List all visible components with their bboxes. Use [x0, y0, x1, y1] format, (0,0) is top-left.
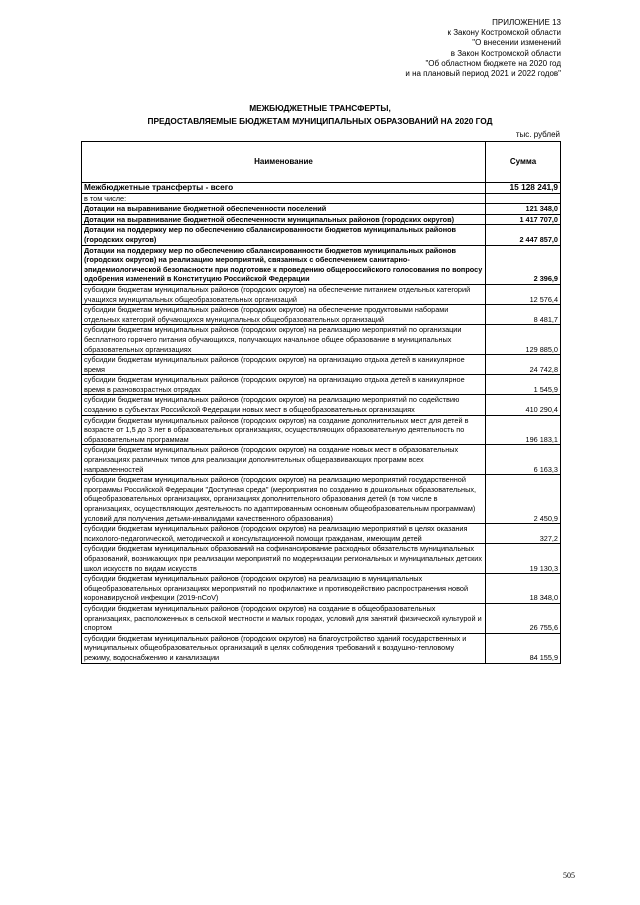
row-sum: 1 545,9	[486, 375, 561, 395]
table-row	[82, 225, 561, 245]
row-name: субсидии бюджетам муниципальных районов (городских округов) на реализацию мероприятий по организации бесплатного горячего питания обучающихся, получающих начальное общее образование в муниципальных образовательных организациях	[82, 325, 486, 355]
appendix-line: в Закон Костромской области	[450, 48, 561, 58]
appendix-line: и на плановый период 2021 и 2022 годов"	[405, 69, 561, 79]
table-row	[82, 475, 561, 524]
table-row	[82, 284, 561, 304]
transfers-table	[81, 141, 561, 664]
row-sum: 18 348,0	[486, 574, 561, 604]
row-name: Дотации на поддержку мер по обеспечению сбалансированности бюджетов муниципальных районов (городских округов)	[82, 225, 486, 245]
row-name: субсидии бюджетам муниципальных районов (городских округов) на реализацию мероприятий государственной программы Российской Федерации "Доступная среда" (мероприятия по созданию в дошкольных образовательных, общеобразовательных организациях, организациях дополнительного образования детей (в том числе в организациях, осуществляющих деятельность по адаптированным основным общеобразовательным программам) условий для получения детьми-инвалидами качественного образования)	[82, 475, 486, 524]
document-title	[0, 102, 640, 127]
appendix-header	[341, 18, 561, 79]
row-name: субсидии бюджетам муниципальных районов (городских округов) на создание дополнительных мест для детей в возрасте от 1,5 до 3 лет в образовательных организациях, осуществляющих образовательную деятельность по образовательным программам	[82, 415, 486, 445]
appendix-line: ПРИЛОЖЕНИЕ 13	[492, 18, 561, 27]
table-row	[82, 603, 561, 633]
row-sum: 26 755,6	[486, 603, 561, 633]
table-row	[82, 415, 561, 445]
row-sum: 2 450,9	[486, 475, 561, 524]
table-row	[82, 524, 561, 544]
table-row	[82, 445, 561, 475]
including-sum-empty	[486, 193, 561, 204]
appendix-line: "Об областном бюджете на 2020 год	[425, 58, 561, 68]
row-sum: 6 163,3	[486, 445, 561, 475]
row-sum: 410 290,4	[486, 395, 561, 415]
row-name: субсидии бюджетам муниципальных районов (городских округов) на организацию отдыха детей в каникулярное время в разновозрастных отрядах	[82, 375, 486, 395]
including-label: в том числе:	[82, 193, 486, 204]
row-sum: 129 885,0	[486, 325, 561, 355]
table-row	[82, 574, 561, 604]
row-name: субсидии бюджетам муниципальных районов (городских округов) на реализацию мероприятий в целях оказания психолого-педагогической, методической и консультационной помощи гражданам, имеющим детей	[82, 524, 486, 544]
row-name: субсидии бюджетам муниципальных районов (городских округов) на создание в общеобразовательных организациях, расположенных в сельской местности и малых городах, условий для занятий физической культурой и спортом	[82, 603, 486, 633]
row-name: субсидии бюджетам муниципальных образований на софинансирование расходных обязательств муниципальных образований, возникающих при реализации мероприятий по модернизации региональных и муниципальных детских школ искусств по видам искусств	[82, 544, 486, 574]
table-row	[82, 375, 561, 395]
row-sum: 2 396,9	[486, 245, 561, 284]
row-sum: 1 417 707,0	[486, 214, 561, 225]
table-row	[82, 325, 561, 355]
row-name: субсидии бюджетам муниципальных районов (городских округов) на обеспечение продуктовыми наборами отдельных категорий обучающихся муниципальных общеобразовательных организаций	[82, 305, 486, 325]
title-line-1: МЕЖБЮДЖЕТНЫЕ ТРАНСФЕРТЫ,	[249, 103, 391, 113]
row-sum: 12 576,4	[486, 284, 561, 304]
row-name: субсидии бюджетам муниципальных районов (городских округов) на организацию отдыха детей в каникулярное время	[82, 355, 486, 375]
table-row	[82, 395, 561, 415]
row-sum: 121 348,0	[486, 204, 561, 215]
appendix-line: "О внесении изменений	[472, 38, 561, 48]
row-sum: 84 155,9	[486, 633, 561, 663]
row-name: субсидии бюджетам муниципальных районов (городских округов) на благоустройство зданий государственных и муниципальных общеобразовательных организаций в целях соблюдения требований к воздушно-тепловому режиму, водоснабжению и канализации	[82, 633, 486, 663]
row-name: субсидии бюджетам муниципальных районов (городских округов) на создание новых мест в образовательных организациях различных типов для реализации дополнительных общеразвивающих программ всех направленностей	[82, 445, 486, 475]
row-name: Дотации на поддержку мер по обеспечению сбалансированности бюджетов муниципальных районов (городских округов) на реализацию мероприятий, связанных с обеспечением санитарно-эпидемиологической безопасности при подготовке к проведению общероссийского голосования по вопросу одобрения изменений в Конституцию Российской Федерации	[82, 245, 486, 284]
row-sum: 196 183,1	[486, 415, 561, 445]
row-sum: 24 742,8	[486, 355, 561, 375]
table-row	[82, 245, 561, 284]
row-name: субсидии бюджетам муниципальных районов (городских округов) на обеспечение питанием отдельных категорий учащихся муниципальных общеобразовательных организаций	[82, 284, 486, 304]
row-name: Дотации на выравнивание бюджетной обеспеченности муниципальных районов (городских округов)	[82, 214, 486, 225]
appendix-line: к Закону Костромской области	[447, 28, 561, 38]
table-row	[82, 544, 561, 574]
header-name: Наименование	[82, 142, 486, 183]
table-header-row	[82, 142, 561, 183]
row-sum: 2 447 857,0	[486, 225, 561, 245]
row-name: субсидии бюджетам муниципальных районов (городских округов) на реализацию в муниципальных общеобразовательных организациях мероприятий по профилактике и противодействию распространения новой коронавирусной инфекции (2019-nCoV)	[82, 574, 486, 604]
table-row	[82, 214, 561, 225]
units-label: тыс. рублей	[515, 130, 560, 139]
row-sum: 327,2	[486, 524, 561, 544]
page-number: 505	[563, 871, 575, 880]
row-name: Дотации на выравнивание бюджетной обеспеченности поселений	[82, 204, 486, 215]
total-row	[82, 183, 561, 194]
table-row	[82, 204, 561, 215]
row-sum: 8 481,7	[486, 305, 561, 325]
total-sum: 15 128 241,9	[486, 183, 561, 194]
including-row	[82, 193, 561, 204]
title-line-2: ПРЕДОСТАВЛЯЕМЫЕ БЮДЖЕТАМ МУНИЦИПАЛЬНЫХ ОБРАЗОВАНИЙ НА 2020 ГОД	[147, 115, 493, 126]
total-name: Межбюджетные трансферты - всего	[82, 183, 486, 194]
row-name: субсидии бюджетам муниципальных районов (городских округов) на реализацию мероприятий по содействию созданию в субъектах Российской Федерации новых мест в общеобразовательных организациях	[82, 395, 486, 415]
table-row	[82, 355, 561, 375]
table-row	[82, 633, 561, 663]
header-sum: Сумма	[486, 142, 561, 183]
table-row	[82, 305, 561, 325]
row-sum: 19 130,3	[486, 544, 561, 574]
